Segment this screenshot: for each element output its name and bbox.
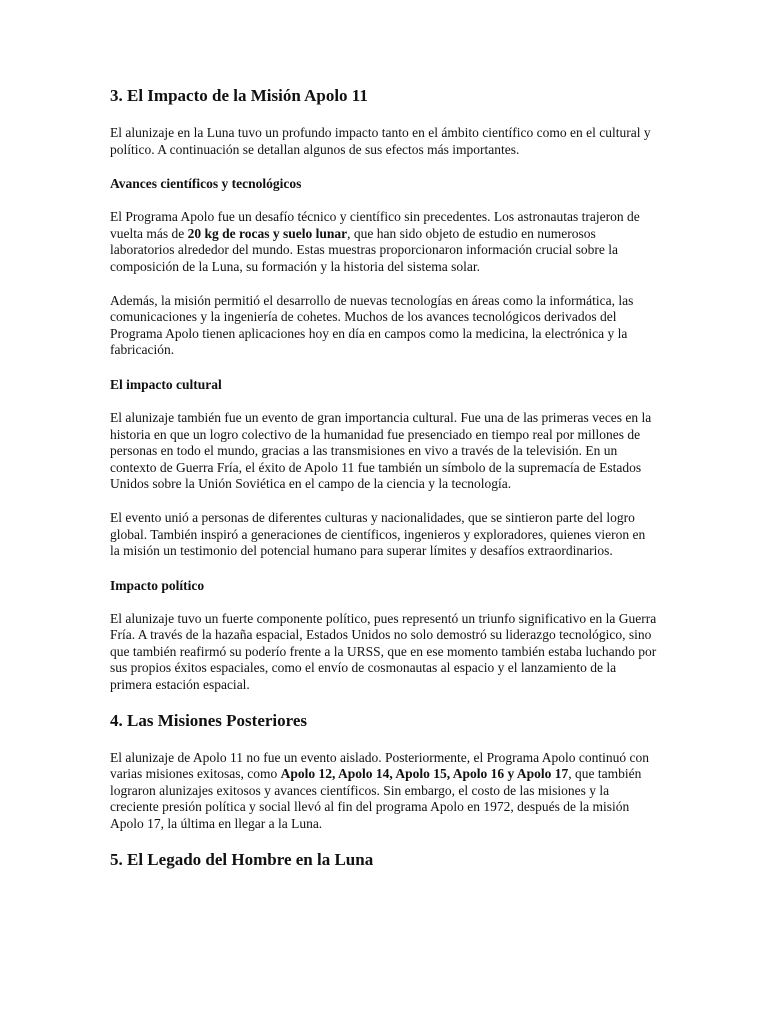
later-missions-text-b: , que también lograron alunizajes exitosos y avances científicos. Sin embargo, el costo de las misiones y la creciente presión política y social llevó al fin del programa Apolo en 1972, después de la misión Apolo 17, la última en llegar a la Luna. <box>110 766 642 832</box>
later-missions-paragraph <box>110 750 658 833</box>
subheading-cultural: El impacto cultural <box>110 376 222 392</box>
cultural-paragraph-2: El evento unió a personas de diferentes culturas y nacionalidades, que se sintieron parte del logro global. También inspiró a generaciones de científicos, ingenieros y exploradores, quienes vieron en la misión un testimonio del potencial humano para superar límites y desafíos extraordinarios. <box>110 509 646 559</box>
cultural-paragraph-1: El alunizaje también fue un evento de gran importancia cultural. Fue una de las primeras veces en la historia en que un logro colectivo de la humanidad fue presenciado en tiempo real por millones de personas en todo el mundo, gracias a las transmisiones en vivo a través de la televisión. En un contexto de Guerra Fría, el éxito de Apolo 11 fue también un símbolo de la supremacía de Estados Unidos sobre la Unión Soviética en el campo de la ciencia y la tecnología. <box>110 409 652 492</box>
science-paragraph-2: Además, la misión permitió el desarrollo de nuevas tecnologías en áreas como la informática, las comunicaciones y la ingeniería de cohetes. Muchos de los avances tecnológicos derivados del Programa Apolo tienen aplicaciones hoy en día en campos como la medicina, la electrónica y la fabricación. <box>110 292 634 358</box>
impact-intro-paragraph: El alunizaje en la Luna tuvo un profundo impacto tanto en el ámbito científico como en el cultural y político. A continuación se detallan algunos de sus efectos más importantes. <box>110 125 651 157</box>
science-p1-bold: 20 kg de rocas y suelo lunar <box>187 225 348 241</box>
later-missions-text-a: El alunizaje de Apolo 11 no fue un evento aislado. Posteriormente, el Programa Apolo continuó con varias misiones exitosas, como <box>110 749 649 782</box>
later-missions-bold: Apolo 12, Apolo 14, Apolo 15, Apolo 16 y Apolo 17 <box>280 766 569 782</box>
science-p1-text-b: , que han sido objeto de estudio en numerosos laboratorios alrededor del mundo. Estas muestras proporcionaron información crucial sobre la composición de la Luna, su formación y la historia del sistema solar. <box>110 225 618 274</box>
subheading-political: Impacto político <box>110 577 205 593</box>
science-p1-text-a: El Programa Apolo fue un desafío técnico y científico sin precedentes. Los astronautas trajeron de vuelta más de <box>110 209 640 241</box>
subheading-science: Avances científicos y tecnológicos <box>110 176 302 192</box>
science-paragraph-1 <box>110 209 658 275</box>
political-paragraph-1: El alunizaje tuvo un fuerte componente político, pues representó un triunfo significativo en la Guerra Fría. A través de la hazaña espacial, Estados Unidos no solo demostró su liderazgo tecnológico, sino que también reafirmó su poderío frente a la URSS, que en ese momento también estaba luchando por sus propios éxitos espaciales, como el envío de cosmonautas al espacio y el lanzamiento de la primera estación espacial. <box>110 610 657 693</box>
section-heading-legacy: 5. El Legado del Hombre en la Luna <box>110 849 374 869</box>
section-heading-impact: 3. El Impacto de la Misión Apolo 11 <box>110 86 368 105</box>
section-heading-later-missions: 4. Las Misiones Posteriores <box>110 710 308 730</box>
